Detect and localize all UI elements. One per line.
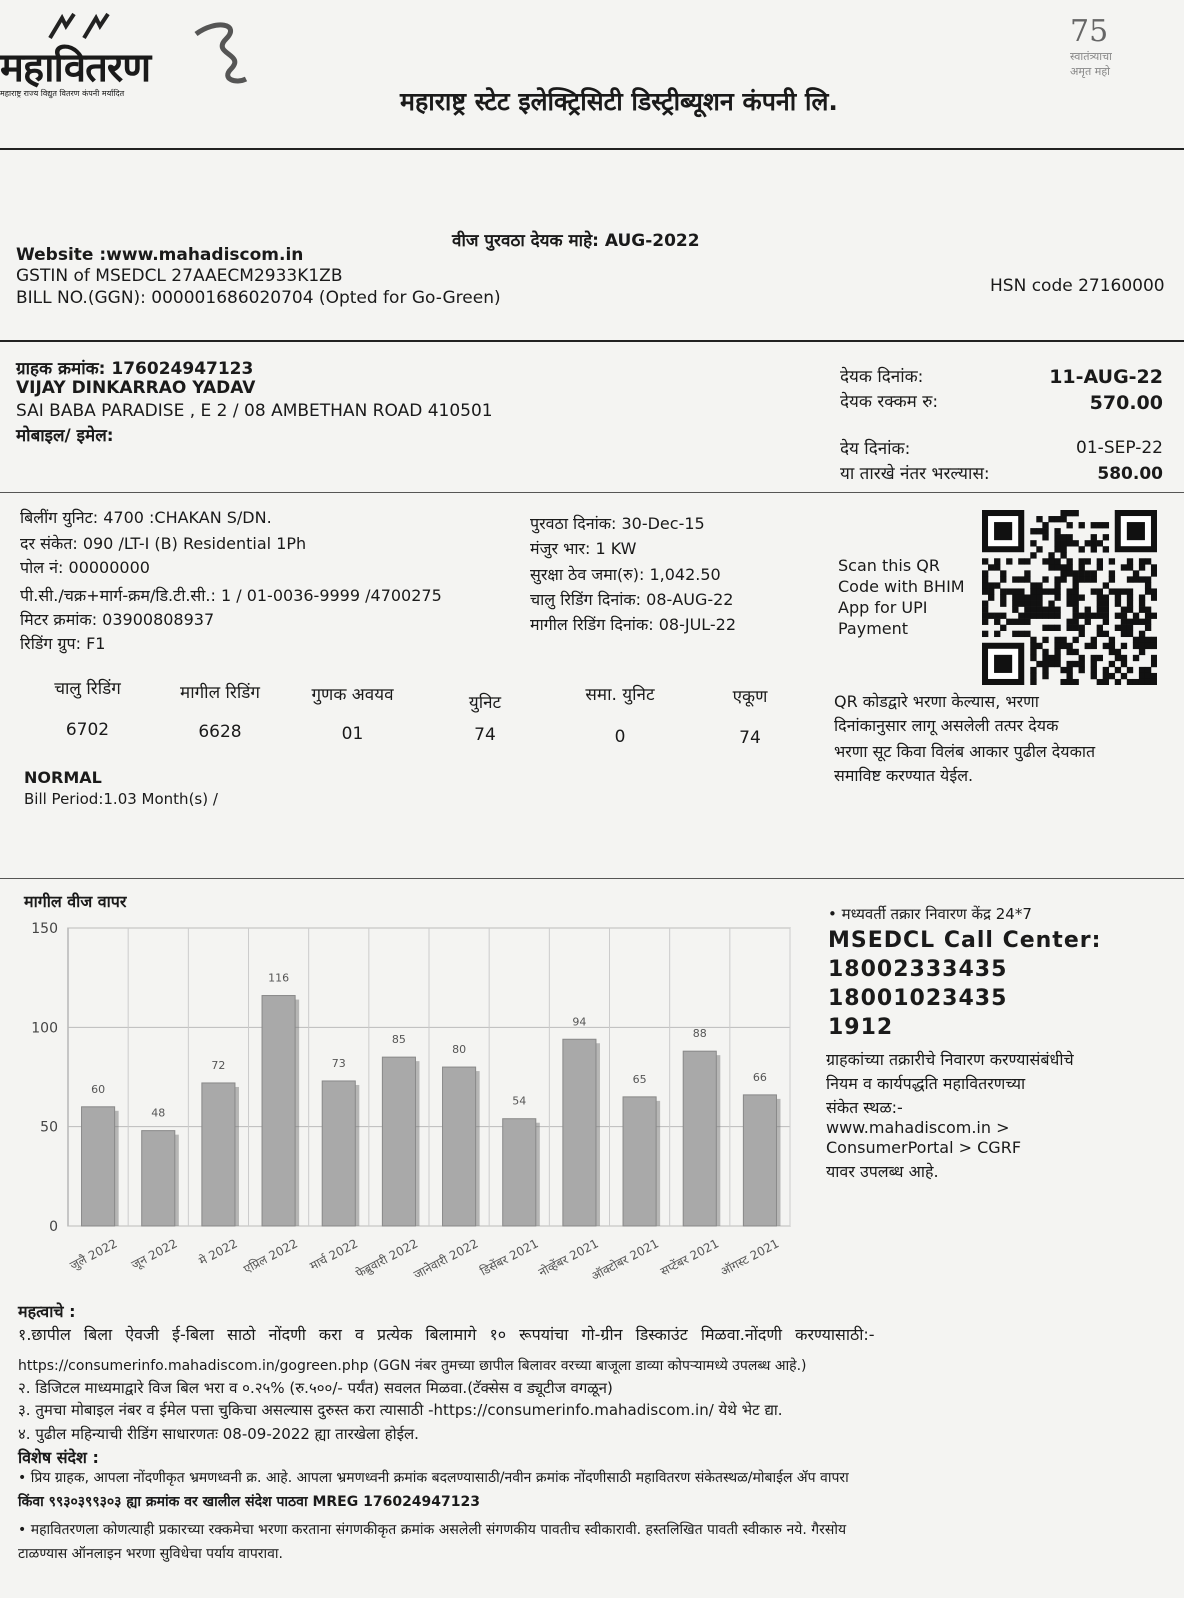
meta-divider <box>0 340 1184 342</box>
x-tick-label: मार्च 2022 <box>307 1236 361 1274</box>
bar-value-label: 60 <box>91 1082 106 1096</box>
consumer-address: SAI BABA PARADISE , E 2 / 08 AMBETHAN ROAD 410501 <box>16 401 493 421</box>
bill-amount: 570.00 <box>1089 392 1163 414</box>
cgrf-link-2[interactable]: ConsumerPortal > CGRF <box>826 1138 1022 1157</box>
bar-value-label: 85 <box>391 1033 406 1047</box>
important-line-1: १.छापील बिला ऐवजी ई-बिला साठो नोंदणी करा व प्रत्येक बिलामागे १० रूपयांचा गो-ग्रीन डिस्काउंट मिळवा.नोंदणी करण्यासाठी:- <box>18 1325 875 1344</box>
bar <box>262 996 295 1226</box>
val-multiplier: 01 <box>341 724 364 744</box>
x-tick-label: ऑक्टोबर 2021 <box>588 1236 661 1284</box>
important-line-2: २. डिजिटल माध्यमाद्वारे विज बिल भरा व ०.२५% (रु.५००/- पर्यंत) सवलत मिळवा.(टॅक्सेस व ड्यूटीज वगळून) <box>18 1379 613 1397</box>
bar <box>683 1051 716 1226</box>
gstin: GSTIN of MSEDCL 27AAECM2933K1ZB <box>16 266 343 286</box>
cgrf-line-3: संकेत स्थळ:- <box>826 1098 903 1117</box>
consumer-divider <box>0 492 1184 493</box>
after-due-amount: 580.00 <box>1097 464 1163 484</box>
val-adj-units: 0 <box>614 727 626 747</box>
upi-qr-code[interactable] <box>982 510 1157 685</box>
bar <box>743 1095 776 1226</box>
azadi-line2: अमृत महो <box>1070 65 1111 78</box>
header-divider <box>0 148 1184 150</box>
bar-value-label: 94 <box>572 1015 587 1029</box>
logo-bolt-icon <box>40 10 120 40</box>
important-line-1b: https://consumerinfo.mahadiscom.in/gogreen.php (GGN नंबर तुमच्या छापील बिलावर वरच्या बाजूला डाव्या कोपऱ्यामध्ये उपलब्ध आहे.) <box>18 1358 807 1374</box>
chart-title: मागील वीज वापर <box>24 892 127 911</box>
sanctioned-load: मंजुर भार: 1 KW <box>530 539 637 558</box>
bar <box>82 1107 115 1226</box>
x-tick-label: एप्रिल 2022 <box>241 1236 300 1277</box>
col-total: एकूण <box>732 687 768 707</box>
security-deposit: सुरक्षा ठेव जमा(रु): 1,042.50 <box>530 565 721 584</box>
special-line-3: • महावितरणला कोणत्याही प्रकारच्या रक्कमेचा भरणा करताना संगणकीकृत क्रमांक असलेली संगणकीय पावतीच स्वीकारावी. हस्तलिखित पावती स्वीकारु नये. गैरसोय <box>18 1522 847 1538</box>
mobile-email-label: मोबाइल/ इमेल: <box>16 426 114 446</box>
hsn-code: HSN code 27160000 <box>990 276 1165 296</box>
emblem-icon <box>186 14 256 94</box>
x-tick-label: मे 2022 <box>196 1236 240 1269</box>
x-tick-label: जानेवारी 2022 <box>411 1236 481 1282</box>
x-tick-label: ऑगस्ट 2021 <box>718 1236 782 1279</box>
bar-value-label: 80 <box>452 1043 467 1057</box>
bar-value-label: 88 <box>692 1027 707 1041</box>
important-heading: महत्वाचे : <box>18 1302 76 1321</box>
bar-value-label: 48 <box>151 1106 166 1120</box>
scan-qr-text-4: Payment <box>838 619 909 638</box>
cgrf-line-1: ग्राहकांच्या तक्रारीचे निवारण करण्यासंबंधीचे <box>826 1050 1074 1069</box>
val-total: 74 <box>739 728 761 748</box>
bar <box>563 1039 596 1226</box>
cgrf-line-6: यावर उपलब्ध आहे. <box>826 1162 939 1181</box>
reading-group: रिडिंग ग्रुप: F1 <box>20 634 106 653</box>
bar <box>443 1067 476 1226</box>
cgrf-line-2: नियम व कार्यपद्धति महावितरणच्या <box>826 1074 1026 1093</box>
current-reading-date: चालु रिडिंग दिनांक: 08-AUG-22 <box>530 590 734 609</box>
grievance-center: • मध्यवर्ती तक्रार निवारण केंद्र 24*7 <box>828 905 1032 923</box>
y-tick-label: 50 <box>40 1119 58 1136</box>
call-center-phone-1[interactable]: 18002333435 <box>828 957 1008 982</box>
bar-value-label: 54 <box>512 1094 527 1108</box>
chart-divider <box>0 878 1184 879</box>
company-name: महाराष्ट्र स्टेट इलेक्ट्रिसिटी डिस्ट्रीब्यूशन कंपनी लि. <box>400 87 838 116</box>
col-adj-units: समा. युनिट <box>585 685 655 705</box>
bar <box>142 1131 175 1226</box>
y-tick-label: 0 <box>49 1219 58 1235</box>
col-previous-reading: मागील रिडिंग <box>180 683 260 703</box>
bar-value-label: 116 <box>268 971 290 985</box>
x-tick-label: जून 2022 <box>129 1236 180 1273</box>
due-date-label: देय दिनांक: <box>840 439 911 459</box>
bar-value-label: 65 <box>632 1072 647 1086</box>
consumer-name: VIJAY DINKARRAO YADAV <box>16 378 256 398</box>
bar <box>202 1083 235 1226</box>
bar <box>503 1119 536 1226</box>
pole-number: पोल नं: 00000000 <box>20 558 150 577</box>
bill-title: वीज पुरवठा देयक माहे: AUG-2022 <box>452 231 700 251</box>
call-center-label: MSEDCL Call Center: <box>828 928 1102 953</box>
bill-number: BILL NO.(GGN): 000001686020704 (Opted for Go-Green) <box>16 288 501 308</box>
val-previous-reading: 6628 <box>198 722 242 742</box>
bill-date-label: देयक दिनांक: <box>840 367 924 387</box>
important-line-4: ४. पुढील महिन्याची रीडिंग साधारणतः 08-09-2022 ह्या तारखेला होईल. <box>18 1425 419 1443</box>
val-units: 74 <box>474 725 496 745</box>
scan-qr-text-3: App for UPI <box>838 598 928 617</box>
previous-reading-date: मागील रिडिंग दिनांक: 08-JUL-22 <box>530 615 737 634</box>
special-line-4: टाळण्यास ऑनलाइन भरणा सुविधेचा पर्याय वापरावा. <box>18 1546 283 1562</box>
col-current-reading: चालु रिडिंग <box>54 679 121 699</box>
special-heading: विशेष संदेश : <box>18 1448 99 1467</box>
mahavitaran-logo-text: महावितरण <box>0 45 151 91</box>
x-tick-label: जुलै 2022 <box>67 1236 120 1273</box>
y-tick-label: 100 <box>31 1020 58 1037</box>
bill-amount-label: देयक रक्कम रु: <box>840 392 939 412</box>
qr-note-1: QR कोडद्वारे भरणा केल्यास, भरणा <box>834 692 1039 711</box>
usage-bar-chart <box>0 910 810 1290</box>
call-center-phone-3[interactable]: 1912 <box>828 1015 894 1040</box>
website: Website :www.mahadiscom.in <box>16 245 304 265</box>
bar <box>382 1057 415 1226</box>
tariff-code: दर संकेत: 090 /LT-I (B) Residential 1Ph <box>20 534 307 553</box>
call-center-phone-2[interactable]: 18001023435 <box>828 986 1008 1011</box>
azadi-line1: स्वातंत्र्याचा <box>1070 50 1112 63</box>
col-units: युनिट <box>468 693 502 713</box>
consumer-number: ग्राहक क्रमांक: 176024947123 <box>16 359 254 379</box>
val-current-reading: 6702 <box>65 720 110 740</box>
bill-date: 11-AUG-22 <box>1049 366 1163 388</box>
scan-qr-text-2: Code with BHIM <box>838 577 965 596</box>
bar-value-label: 72 <box>211 1058 226 1072</box>
bar-value-label: 73 <box>331 1056 346 1070</box>
x-tick-label: नोव्हेंबर 2021 <box>536 1236 601 1280</box>
special-line-2: किंवा ९९३०३९९३०३ ह्या क्रमांक वर खालील संदेश पाठवा MREG 176024947123 <box>18 1494 480 1510</box>
azadi-amrit-logo: 75 स्वातंत्र्याचा अमृत महो <box>1070 14 1180 124</box>
meter-number: मिटर क्रमांक: 03900808937 <box>20 610 215 629</box>
y-tick-label: 150 <box>31 921 58 937</box>
col-multiplier: गुणक अवयव <box>311 685 394 705</box>
x-tick-label: सप्टेंबर 2021 <box>658 1236 722 1279</box>
bar <box>322 1081 355 1226</box>
reading-status: NORMAL <box>24 768 102 787</box>
due-date: 01-SEP-22 <box>1076 438 1163 458</box>
x-tick-label: फेब्रुवारी 2022 <box>353 1236 421 1281</box>
x-tick-label: डिसेंबर 2021 <box>477 1236 541 1279</box>
pc-route: पी.सी./चक्र+मार्ग-क्रम/डि.टी.सी.: 1 / 01-0036-9999 /4700275 <box>20 586 442 605</box>
bill-period: Bill Period:1.03 Month(s) / <box>24 790 218 808</box>
logo-subtext: महाराष्ट्र राज्य विद्युत वितरण कंपनी मर्यादित <box>0 89 125 98</box>
bar <box>623 1097 656 1226</box>
billing-unit: बिलींग युनिट: 4700 :CHAKAN S/DN. <box>20 508 272 527</box>
important-line-3: ३. तुमचा मोबाइल नंबर व ईमेल पत्ता चुकिचा असल्यास दुरुस्त करा त्यासाठी -https://consumerinfo.mahadiscom.in/ येथे भेट द्या. <box>18 1401 783 1419</box>
supply-date: पुरवठा दिनांक: 30-Dec-15 <box>530 514 705 533</box>
special-line-1: • प्रिय ग्राहक, आपला नोंदणीकृत भ्रमणध्वनी क्र. आहे. आपला भ्रमणध्वनी क्रमांक बदलण्यासाठी/नवीन क्रमांक नोंदणीसाठी महावितरण संकेतस्थळ/मोबाईल ॲप वापरा <box>18 1470 849 1486</box>
qr-note-3: भरणा सूट किवा विलंब आकार पुढील देयकात <box>834 742 1096 761</box>
bar-value-label: 66 <box>752 1070 767 1084</box>
scan-qr-text-1: Scan this QR <box>838 556 940 575</box>
after-due-label: या तारखे नंतर भरल्यास: <box>840 464 990 484</box>
cgrf-link-1[interactable]: www.mahadiscom.in > <box>826 1118 1010 1137</box>
qr-note-2: दिनांकानुसार लागू असलेली तत्पर देयक <box>834 716 1059 735</box>
qr-note-4: समाविष्ट करण्यात येईल. <box>834 766 974 785</box>
